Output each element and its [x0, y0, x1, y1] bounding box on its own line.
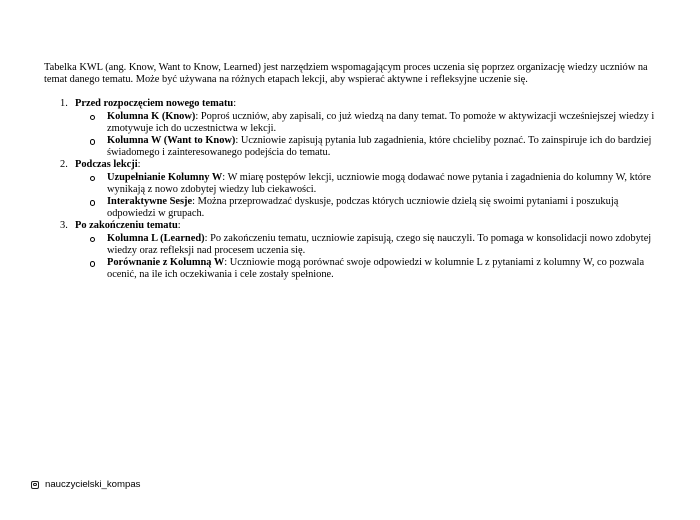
step-item [44, 220, 660, 281]
instagram-icon [31, 481, 39, 489]
intro-paragraph: Tabelka KWL (ang. Know, Want to Know, Learned) jest narzędziem wspomagającym proces uczenia się poprzez organizację wiedzy uczniów na temat danego tematu. Może być używana na różnych etapach lekcji, aby wspierać aktywne i refleksyjne uczenie się. [44, 62, 648, 86]
circle-bullet-icon [90, 176, 95, 181]
step-item [44, 159, 660, 220]
sub-item-term: Porównanie z Kolumną W [107, 257, 225, 269]
circle-bullet-icon [90, 261, 95, 266]
circle-bullet-icon [90, 139, 95, 144]
step-title-suffix: : [233, 98, 237, 110]
sub-item-term: Kolumna W (Want to Know) [107, 135, 236, 147]
sub-item [75, 111, 660, 135]
step-title: Podczas lekcji [75, 159, 138, 171]
step-title-suffix: : [137, 159, 141, 171]
sub-item-term: Kolumna L (Learned) [107, 232, 205, 244]
step-number: 2. [60, 159, 68, 171]
sub-item [75, 233, 660, 257]
sub-item [75, 196, 660, 220]
step-title: Po zakończeniu tematu [75, 220, 178, 232]
sub-item-term: Uzupełnianie Kolumny W [107, 171, 223, 183]
sub-list [75, 111, 660, 160]
footer-credit [31, 479, 140, 490]
sub-item-text: : W miarę postępów lekcji, uczniowie mogą dodawać nowe pytania i zagadnienia do kolumny W, które wynikają z nowo zdobytej wiedzy lub ciekawości. [107, 171, 651, 195]
sub-list [75, 172, 660, 221]
steps-list [44, 98, 660, 281]
step-number: 3. [60, 220, 68, 232]
sub-item-text: : Można przeprowadzać dyskusje, podczas których uczniowie dzielą się swoimi pytaniami i poszukują odpowiedzi w grupach. [107, 196, 619, 220]
footer-handle: nauczycielski_kompas [45, 479, 141, 490]
sub-item-term: Interaktywne Sesje [107, 196, 193, 208]
sub-item-text: : Uczniowie zapisują pytania lub zagadnienia, które chcieliby poznać. To zainspiruje ich do bardziej świadomego i zainteresowanego podejścia do tematu. [107, 135, 652, 159]
circle-bullet-icon [90, 115, 95, 120]
sub-item [75, 135, 660, 159]
circle-bullet-icon [90, 237, 95, 242]
sub-item-term: Kolumna K (Know) [107, 110, 196, 122]
sub-item [75, 172, 660, 196]
sub-item [75, 257, 660, 281]
step-title-suffix: : [177, 220, 181, 232]
step-title: Przed rozpoczęciem nowego tematu [75, 98, 234, 110]
sub-item-text: : Poproś uczniów, aby zapisali, co już wiedzą na dany temat. To pomoże w aktywizacji wcześniejszej wiedzy i zmotywuje ich do uczestnictwa w lekcji. [107, 110, 655, 134]
sub-list [75, 233, 660, 282]
step-item [44, 98, 660, 159]
document-body [44, 62, 660, 281]
sub-item-text: : Po zakończeniu tematu, uczniowie zapisują, czego się nauczyli. To pomaga w konsolidacji nowo zdobytej wiedzy oraz refleksji nad procesem uczenia się. [107, 232, 652, 256]
step-number: 1. [60, 98, 68, 110]
circle-bullet-icon [90, 200, 95, 205]
sub-item-text: : Uczniowie mogą porównać swoje odpowiedzi w kolumnie L z pytaniami z kolumny W, co pozwala ocenić, na ile ich oczekiwania i cele zostały spełnione. [107, 257, 645, 281]
